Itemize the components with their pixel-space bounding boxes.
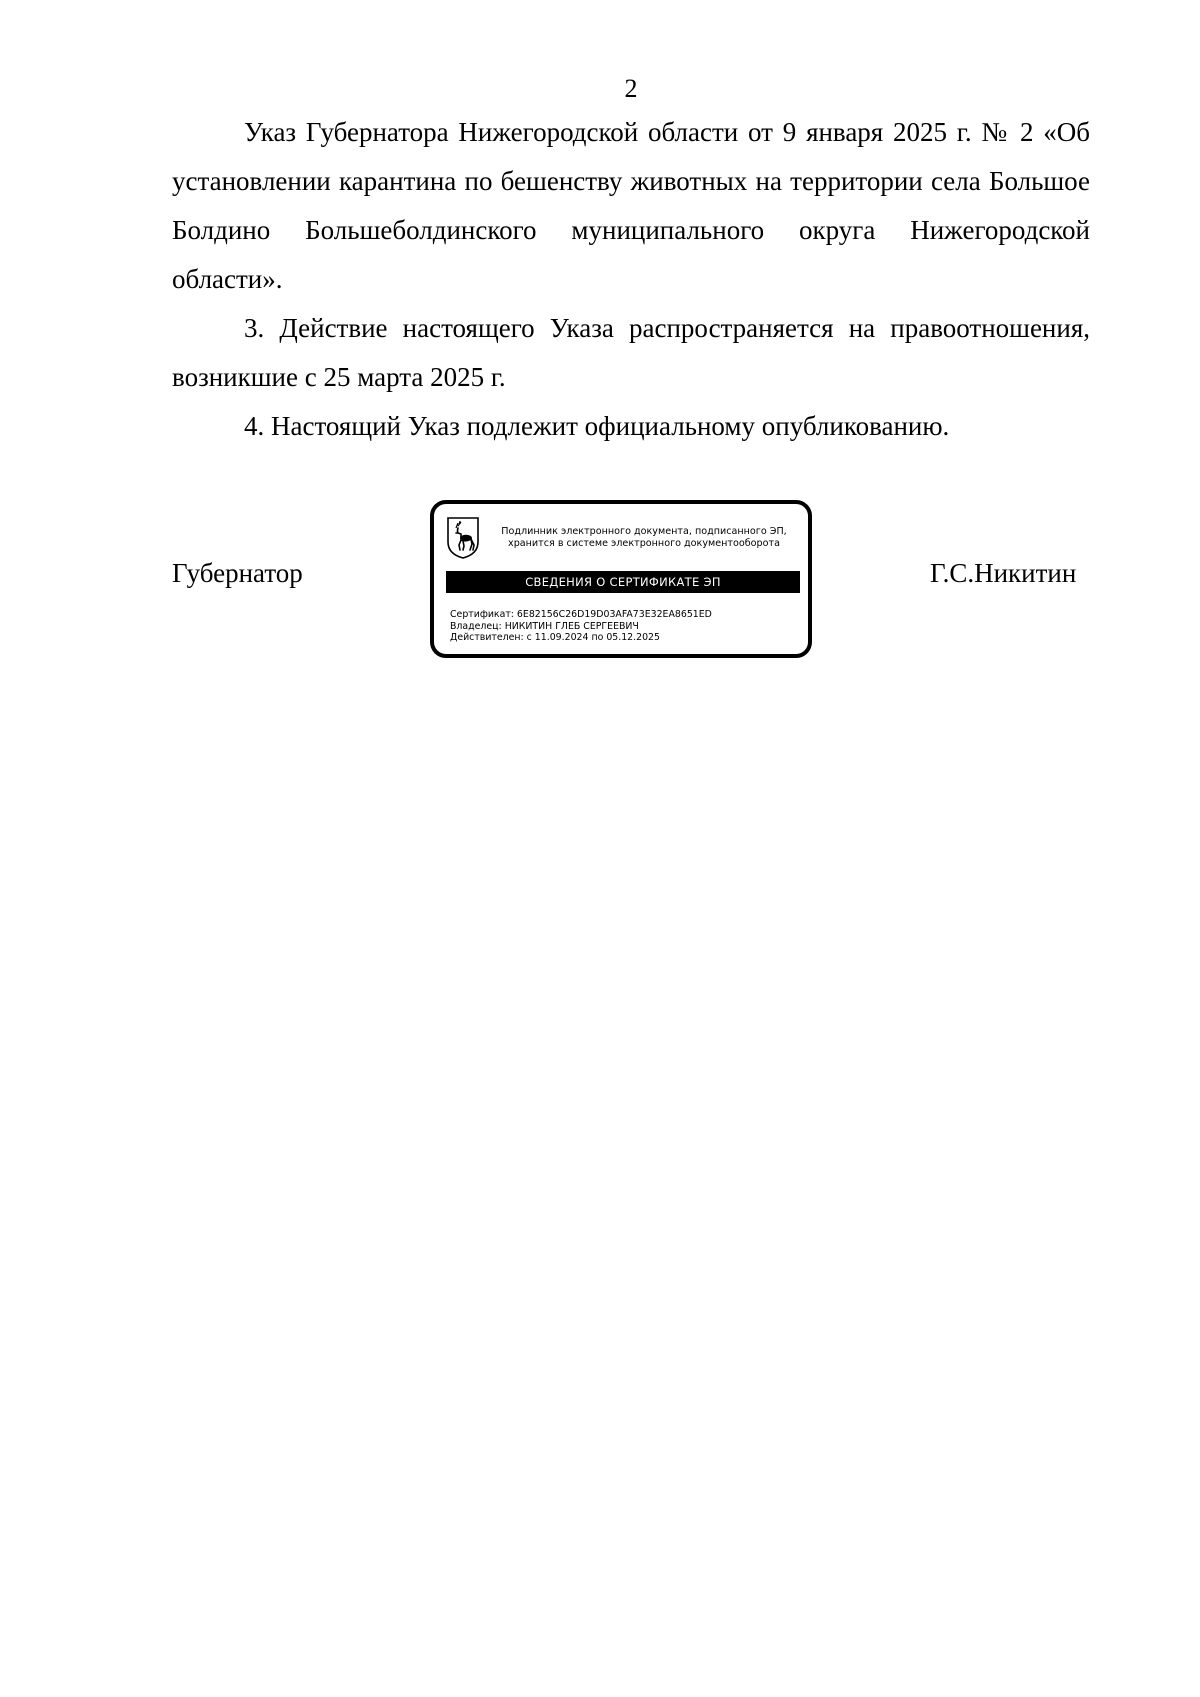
certificate-serial: Сертификат: 6E82156C26D19D03AFA73E32EA8651ED [450,609,712,620]
stamp-header-line-1: Подлинник электронного документа, подписанного ЭП, [501,526,787,537]
electronic-signature-stamp [430,500,812,658]
signatory-position: Губернатор [172,558,303,588]
stamp-header-line-2: хранится в системе электронного документооборота [508,538,780,549]
paragraph-3-effective-date: 3. Действие настоящего Указа распространяется на правоотношения, возникшие с 25 марта 2025 г. [172,313,1090,392]
deer-coat-of-arms-icon [446,516,480,560]
certificate-details [450,609,800,644]
page-number: 2 [624,74,638,103]
signatory-name: Г.С.Никитин [930,558,1077,588]
paragraph-4-publication: 4. Настоящий Указ подлежит официальному опубликованию. [244,411,950,441]
certificate-owner: Владелец: НИКИТИН ГЛЕБ СЕРГЕЕВИЧ [450,620,639,632]
paragraph-decree-reference: Указ Губернатора Нижегородской области от 9 января 2025 г. № 2 «Об установлении карантина по бешенству животных на территории села Большое Болдино Большеболдинского муниципального округа Нижегородской области». [172,117,1090,294]
certificate-validity: Действителен: с 11.09.2024 по 05.12.2025 [450,632,660,643]
document-body [172,108,1090,451]
stamp-header [484,526,804,550]
certificate-info-title: СВЕДЕНИЯ О СЕРТИФИКАТЕ ЭП [446,571,800,593]
